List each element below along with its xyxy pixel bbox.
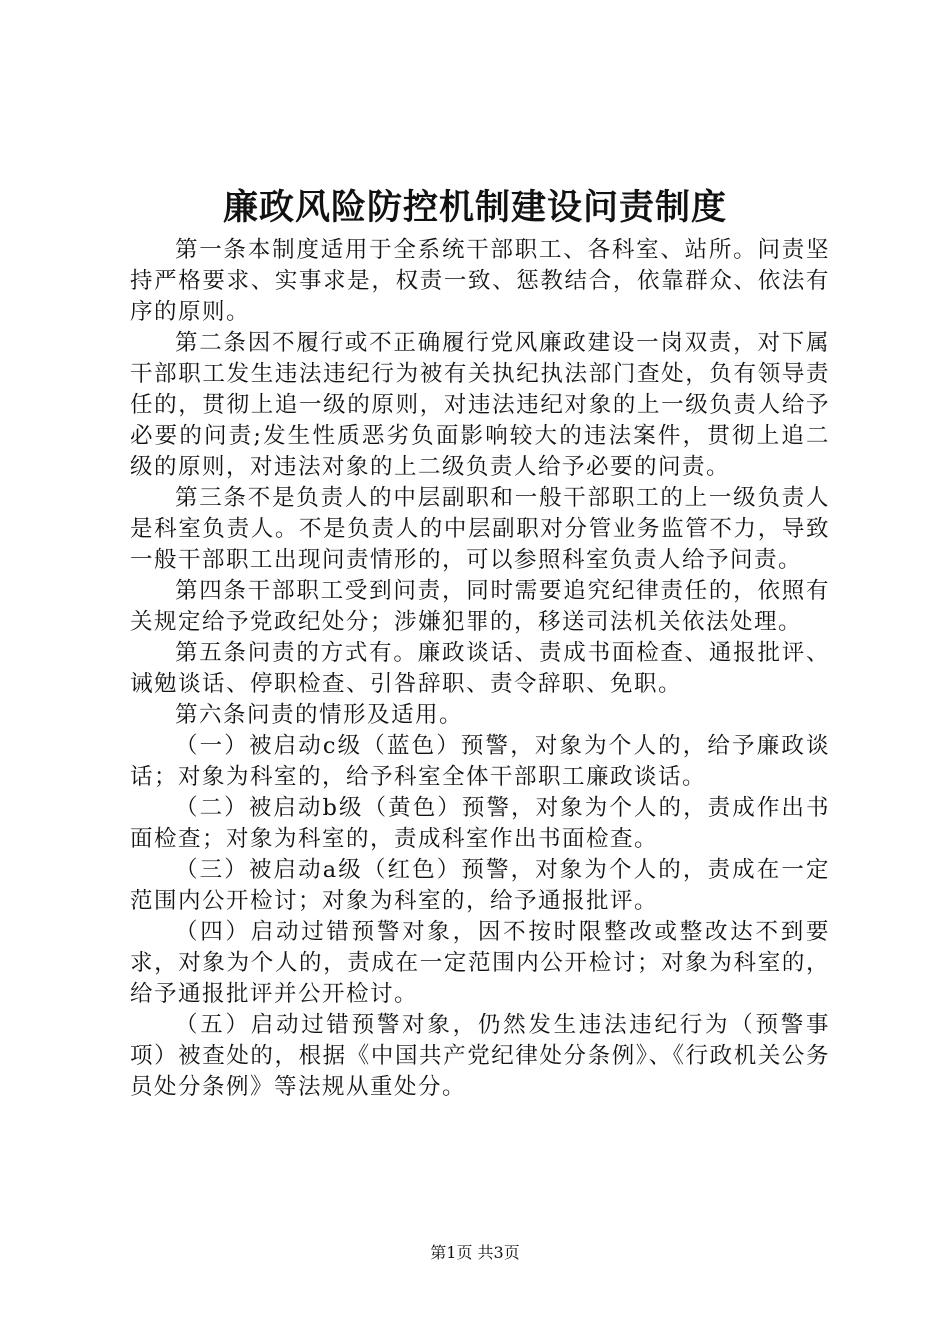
paragraph-item-2: （二）被启动b级（黄色）预警，对象为个人的，责成作出书面检查；对象为科室的，责成科室作出书面检查。	[130, 795, 830, 852]
paragraph-item-4: （四）启动过错预警对象，因不按时限整改或整改达不到要求，对象为个人的，责成在一定范围内公开检讨；对象为科室的，给予通报批评并公开检讨。	[130, 919, 830, 1007]
document-title: 廉政风险防控机制建设问责制度	[222, 187, 727, 228]
paragraph-item-3: （三）被启动a级（红色）预警，对象为个人的，责成在一定范围内公开检讨；对象为科室的，给予通报批评。	[130, 857, 830, 914]
page-number-footer: 第1页 共3页	[430, 1243, 520, 1262]
document-body	[130, 235, 830, 1103]
paragraph-article-6: 第六条问责的情形及适用。	[175, 702, 464, 728]
paragraph-article-4: 第四条干部职工受到问责，同时需要追究纪律责任的，依照有关规定给予党政纪处分；涉嫌犯罪的，移送司法机关依法处理。	[130, 578, 830, 635]
paragraph-article-2: 第二条因不履行或不正确履行党风廉政建设一岗双责，对下属干部职工发生违法违纪行为被有关执纪执法部门查处，负有领导责任的，贯彻上追一级的原则，对违法违纪对象的上一级负责人给予必要的问责;发生性质恶劣负面影响较大的违法案件，贯彻上追二级的原则，对违法对象的上二级负责人给予必要的问责。	[130, 330, 830, 480]
paragraph-article-5: 第五条问责的方式有。廉政谈话、责成书面检查、通报批评、诫勉谈话、停职检查、引咎辞职、责令辞职、免职。	[130, 640, 830, 697]
paragraph-article-1: 第一条本制度适用于全系统干部职工、各科室、站所。问责坚持严格要求、实事求是，权责一致、惩教结合，依靠群众、依法有序的原则。	[130, 237, 830, 325]
paragraph-item-1: （一）被启动c级（蓝色）预警，对象为个人的，给予廉政谈话；对象为科室的，给予科室全体干部职工廉政谈话。	[130, 733, 830, 790]
paragraph-article-3: 第三条不是负责人的中层副职和一般干部职工的上一级负责人是科室负责人。不是负责人的中层副职对分管业务监管不力，导致一般干部职工出现问责情形的，可以参照科室负责人给予问责。	[130, 485, 830, 573]
paragraph-item-5: （五）启动过错预警对象，仍然发生违法违纪行为（预警事项）被查处的，根据《中国共产党纪律处分条例》、《行政机关公务员处分条例》等法规从重处分。	[130, 1012, 830, 1100]
